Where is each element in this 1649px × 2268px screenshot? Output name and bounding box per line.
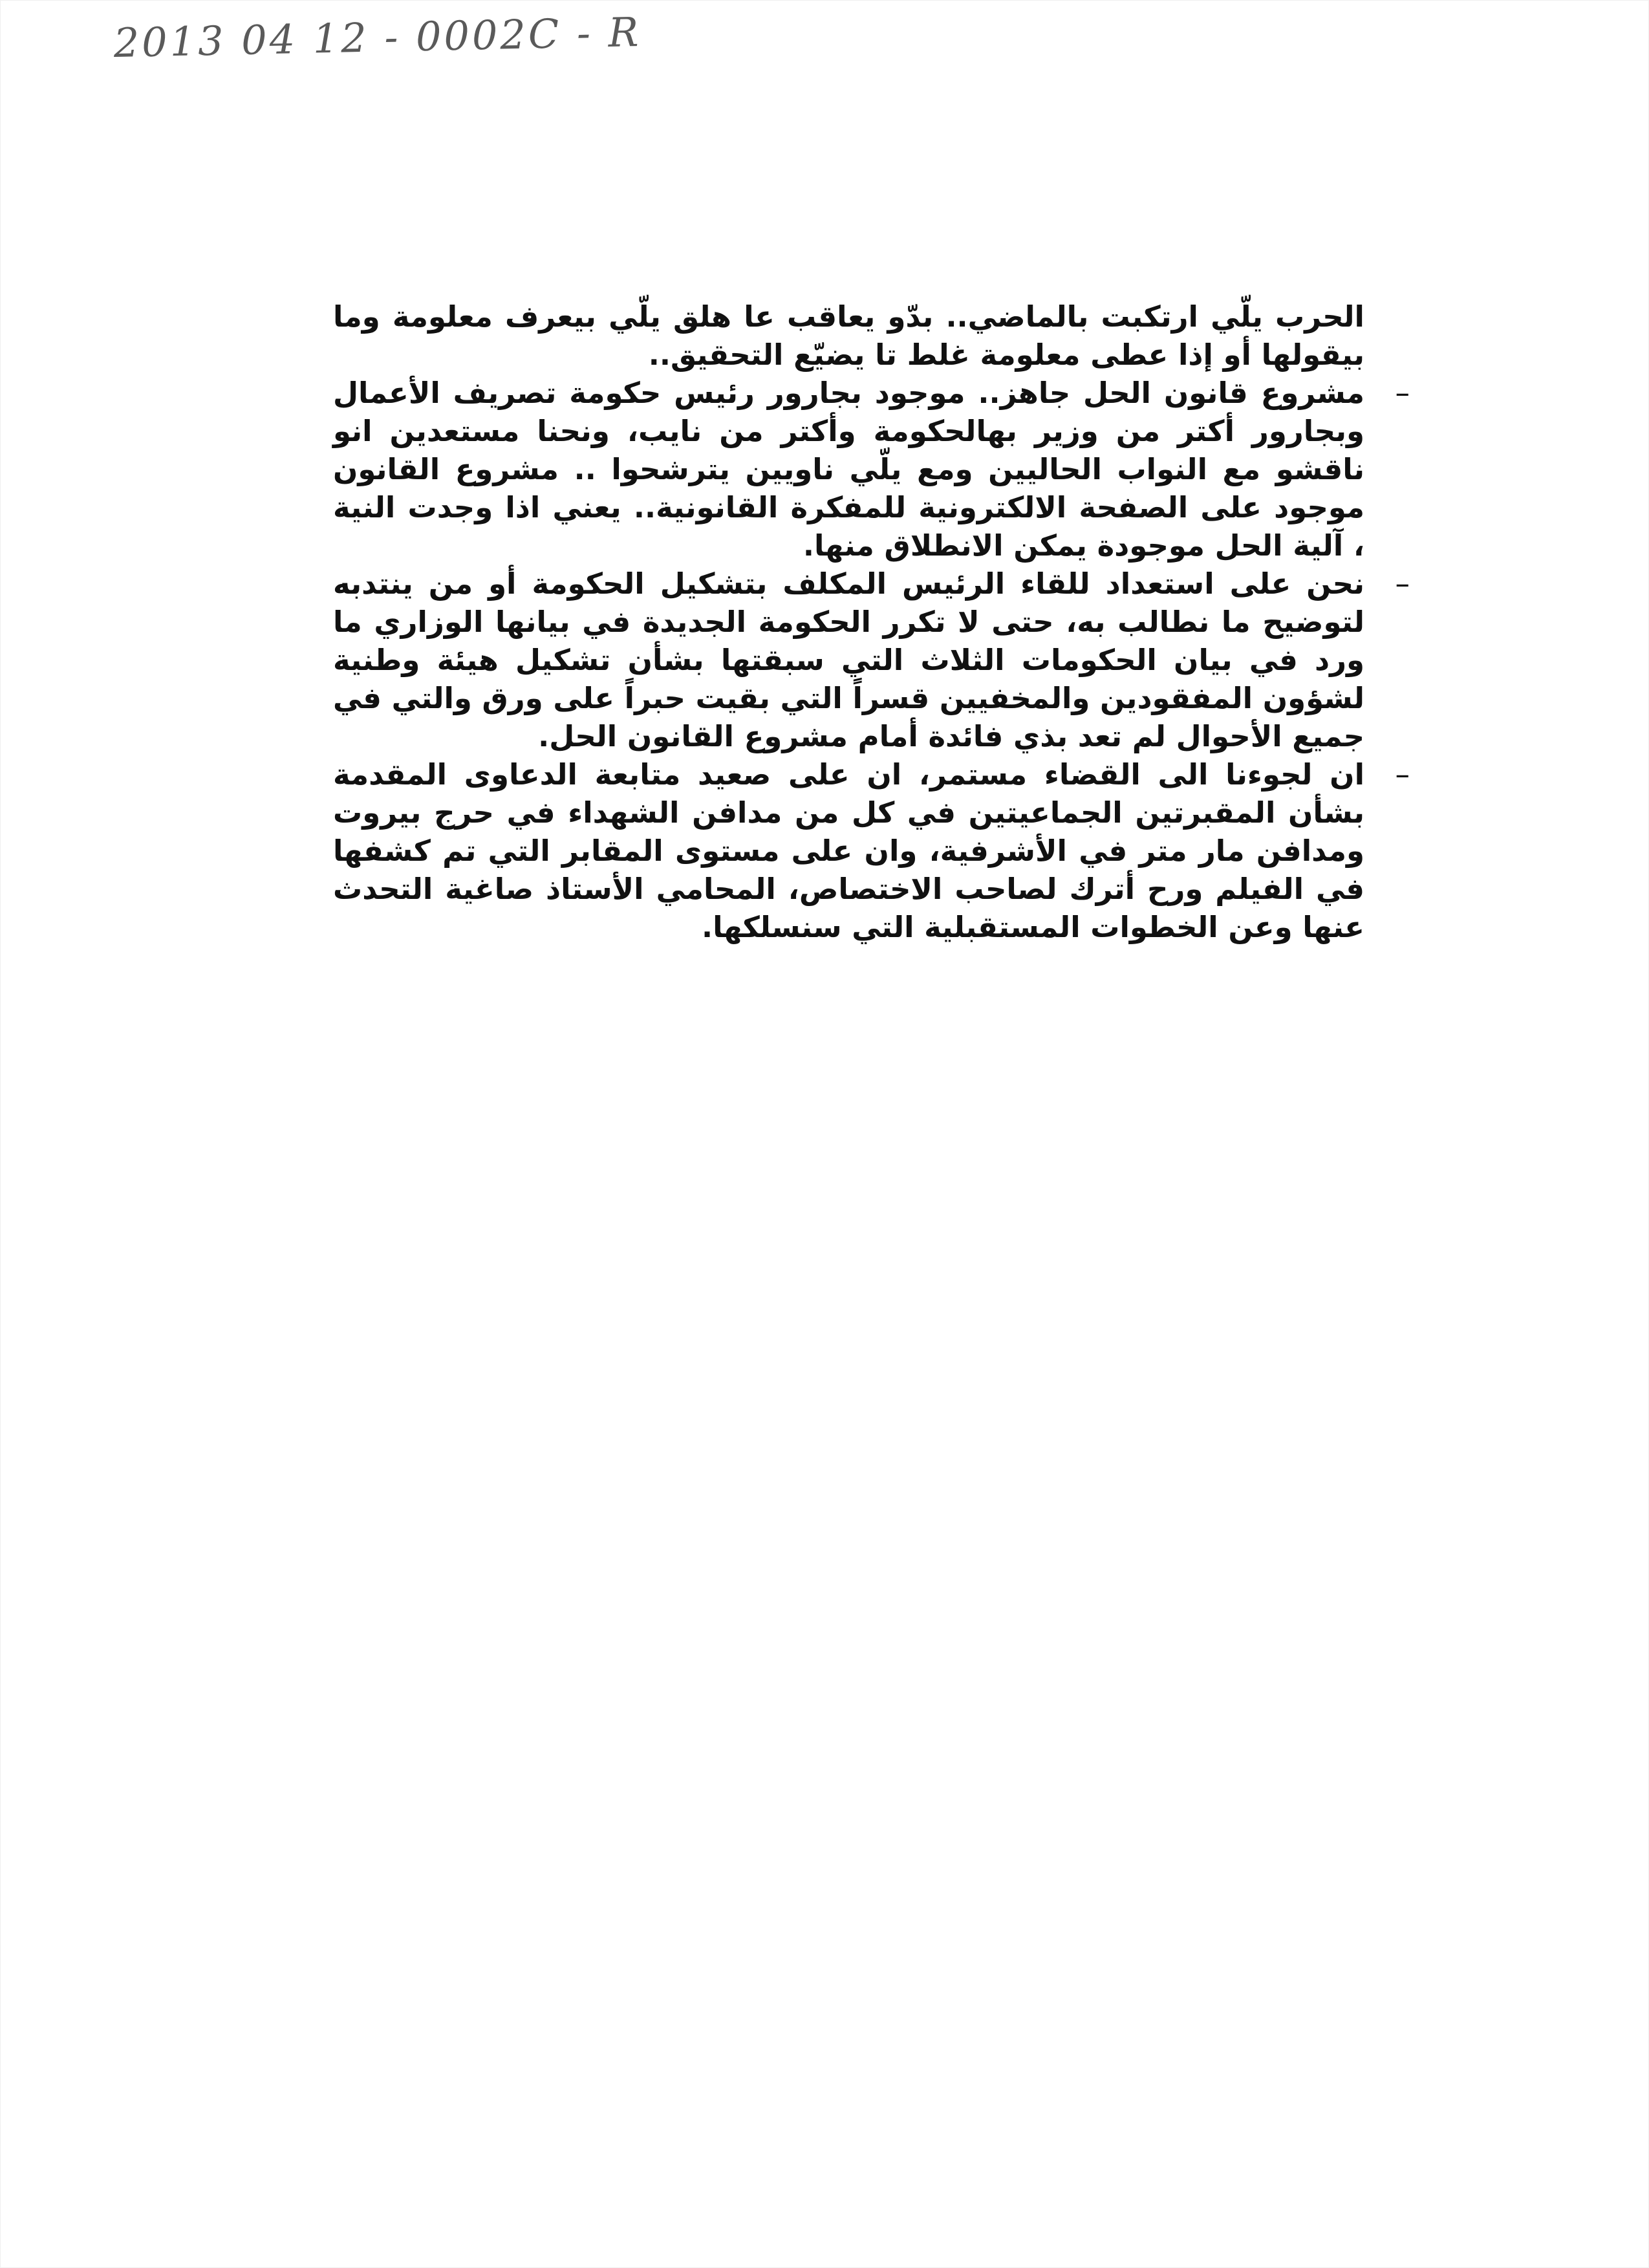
list-item-text: نحن على استعداد للقاء الرئيس المكلف بتشكيل الحكومة أو من ينتدبه لتوضيح ما نطالب به، حتى لا تكرر الحكومة الجديدة في بيانها الوزاري ما ورد في بيان الحكومات الثلاث التي سبقتها بشأن تشكيل هيئة وطنية لشؤون المفقودين والمخفيين قسراً التي بقيت حبراً على ورق والتي في جميع الأحوال لم تعد بذي فائدة أمام مشروع القانون الحل. (333, 567, 1364, 753)
list-item (333, 565, 1410, 755)
list-item-text: مشروع قانون الحل جاهز.. موجود بجارور رئيس حكومة تصريف الأعمال وبجارور أكتر من وزير بهالحكومة وأكتر من نايب، ونحنا مستعدين انو ناقشو مع النواب الحاليين ومع يلّي ناويين يترشحوا .. مشروع القانون موجود على الصفحة الالكترونية للمفكرة القانونية.. يعني اذا وجدت النية ، آلية الحل موجودة يمكن الانطلاق منها. (333, 376, 1364, 563)
handwritten-document-id: 2013 04 12 - 0002C - R (113, 8, 641, 67)
bullet-list (333, 374, 1410, 946)
list-item-text: ان لجوءنا الى القضاء مستمر، ان على صعيد متابعة الدعاوى المقدمة بشأن المقبرتين الجماعيتين في كل من مدافن الشهداء في حرج بيروت ومدافن مار متر في الأشرفية، وان على مستوى المقابر التي تم كشفها في الفيلم ورح أترك لصاحب الاختصاص، المحامي الأستاذ صاغية التحدث عنها وعن الخطوات المستقبلية التي سنسلكها. (333, 757, 1364, 944)
list-item (333, 374, 1410, 565)
bullet-marker: – (1395, 757, 1410, 792)
list-item (333, 755, 1410, 946)
document-body (333, 297, 1410, 946)
bullet-marker: – (1395, 376, 1410, 410)
intro-paragraph: الحرب يلّي ارتكبت بالماضي.. بدّو يعاقب عا هلق يلّي بيعرف معلومة وما بيقولها أو إذا عطى معلومة غلط تا يضيّع التحقيق.. (333, 299, 1364, 372)
bullet-marker: – (1395, 567, 1410, 601)
